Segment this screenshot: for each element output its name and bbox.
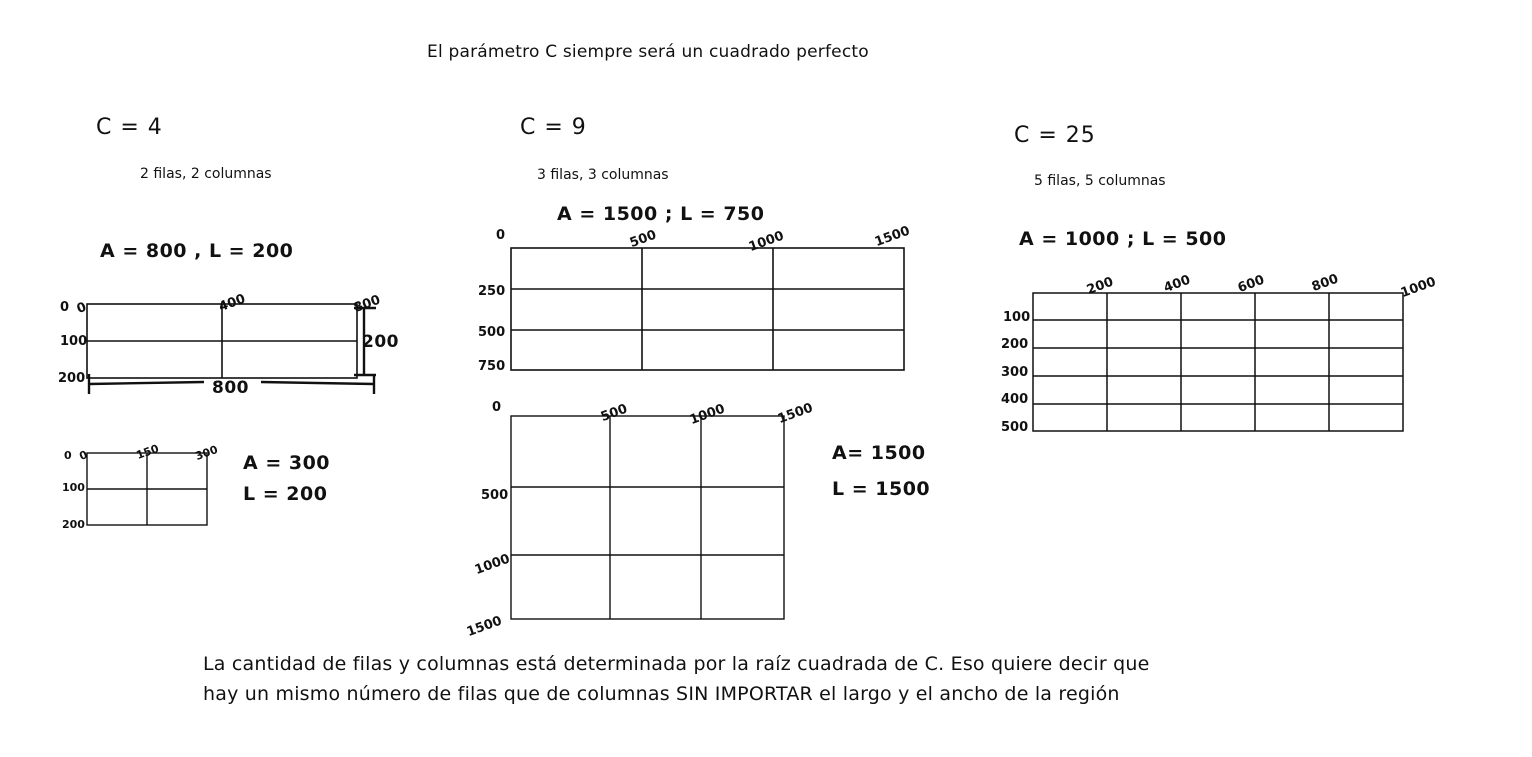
ytick-c9-2: 500 [478, 325, 506, 340]
dims-l-c9-second: L = 1500 [832, 478, 931, 500]
ytick-c4b-1: 100 [62, 481, 85, 494]
ytick-c9-1: 250 [478, 284, 506, 299]
footer-line-2: hay un mismo número de filas que de columnas SIN IMPORTAR el largo y el ancho de la región [203, 683, 1120, 705]
case-sub-c9: 3 filas, 3 columnas [537, 167, 669, 183]
footer-line-1: La cantidad de filas y columnas está determinada por la raíz cuadrada de C. Eso quiere decir que [203, 653, 1150, 675]
case-label-c9: C = 9 [520, 115, 587, 140]
dims-c25-main: A = 1000 ; L = 500 [1019, 228, 1227, 250]
xtick-c25-2: 600 [1235, 272, 1267, 296]
ytick-c4-2: 200 [58, 371, 86, 386]
xtick-c25-4: 1000 [1398, 274, 1439, 301]
grid-c25-main [1032, 292, 1404, 432]
xtick-c25-0: 200 [1084, 274, 1116, 298]
ytick-c9b-1: 500 [481, 488, 509, 503]
ytick-c9b-3: 1500 [464, 613, 505, 640]
ytick-c25-2: 300 [1001, 365, 1029, 380]
xtick-c4b-0: 0 [77, 448, 90, 463]
grid-c9-main [510, 247, 905, 371]
grid-c4-second [86, 452, 208, 526]
xtick-c25-3: 800 [1309, 271, 1341, 295]
dims-c9-main: A = 1500 ; L = 750 [557, 203, 765, 225]
xtick-c9b-3: 1500 [775, 400, 816, 427]
ytick-c25-4: 500 [1001, 420, 1029, 435]
case-sub-c4: 2 filas, 2 columnas [140, 166, 272, 182]
xtick-c9b-2: 1000 [687, 401, 728, 428]
ytick-c4b-0: 0 [64, 449, 72, 462]
xtick-c4-1: 400 [216, 291, 248, 315]
ytick-c25-0: 100 [1003, 310, 1031, 325]
xtick-c9b-0: 0 [492, 400, 502, 415]
annotation-c4-height: 200 [362, 332, 399, 352]
ytick-c4-1: 100 [60, 334, 88, 349]
case-label-c4: C = 4 [96, 115, 163, 140]
ytick-c25-1: 200 [1001, 337, 1029, 352]
grid-c9-second [510, 415, 785, 620]
xtick-c9-3: 1500 [872, 223, 913, 250]
xtick-c4-2: 800 [351, 292, 383, 316]
xtick-c4b-1: 150 [134, 441, 161, 462]
ytick-c25-3: 400 [1001, 392, 1029, 407]
ytick-c9b-2: 1000 [472, 551, 513, 578]
xtick-c9-1: 500 [627, 227, 659, 251]
page-title: El parámetro C siempre será un cuadrado perfecto [427, 42, 869, 62]
annotation-c4-width: 800 [212, 378, 249, 398]
dims-l-c4-second: L = 200 [243, 483, 328, 505]
xtick-c9-0: 0 [496, 228, 506, 243]
dims-a-c9-second: A= 1500 [832, 442, 926, 464]
xtick-c25-1: 400 [1161, 272, 1193, 296]
case-sub-c25: 5 filas, 5 columnas [1034, 173, 1166, 189]
dims-a-c4-second: A = 300 [243, 452, 331, 474]
case-label-c25: C = 25 [1014, 123, 1096, 148]
ytick-c9-3: 750 [478, 359, 506, 374]
xtick-c9b-1: 500 [598, 401, 630, 425]
xtick-c4b-2: 300 [193, 442, 220, 463]
ytick-c4-0: 0 [60, 300, 70, 315]
xtick-c9-2: 1000 [746, 228, 787, 255]
dims-c4-main: A = 800 , L = 200 [100, 240, 294, 262]
xtick-c4-0: 0 [74, 299, 89, 317]
ytick-c4b-2: 200 [62, 518, 85, 531]
